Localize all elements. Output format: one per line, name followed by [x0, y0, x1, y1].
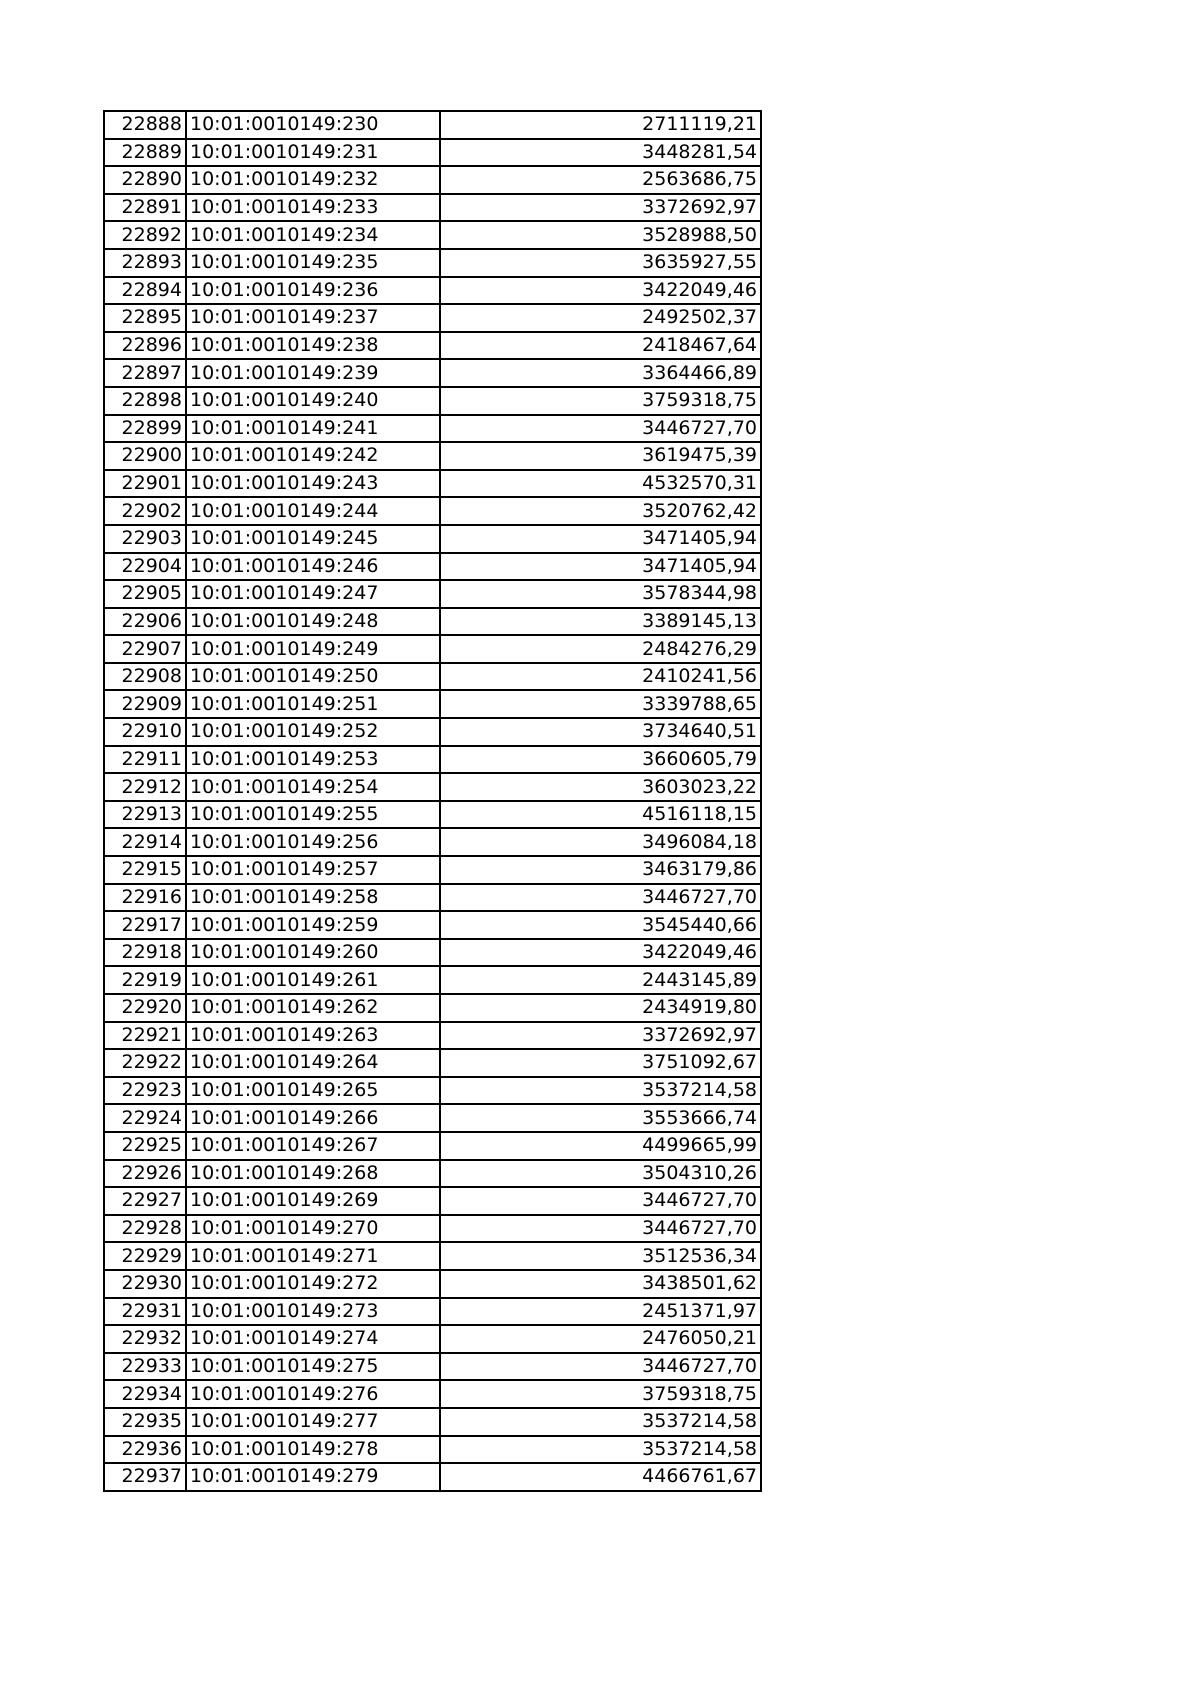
cadastral-number-cell: 10:01:0010149:253 [186, 746, 440, 774]
cadastral-number-cell: 10:01:0010149:275 [186, 1353, 440, 1381]
value-cell: 3759318,75 [440, 387, 761, 415]
cadastral-number-cell: 10:01:0010149:276 [186, 1380, 440, 1408]
cadastral-number-cell: 10:01:0010149:249 [186, 635, 440, 663]
row-number-cell: 22897 [104, 359, 186, 387]
row-number-cell: 22888 [104, 111, 186, 139]
value-cell: 2476050,21 [440, 1325, 761, 1353]
cadastral-number-cell: 10:01:0010149:274 [186, 1325, 440, 1353]
row-number-cell: 22934 [104, 1380, 186, 1408]
value-cell: 3389145,13 [440, 608, 761, 636]
table-row [104, 1215, 761, 1243]
row-number-cell: 22925 [104, 1132, 186, 1160]
cadastral-number-cell: 10:01:0010149:240 [186, 387, 440, 415]
cadastral-number-cell: 10:01:0010149:265 [186, 1077, 440, 1105]
value-cell: 3446727,70 [440, 1353, 761, 1381]
value-cell: 3660605,79 [440, 746, 761, 774]
cadastral-number-cell: 10:01:0010149:255 [186, 801, 440, 829]
value-cell: 4499665,99 [440, 1132, 761, 1160]
table-row [104, 470, 761, 498]
row-number-cell: 22913 [104, 801, 186, 829]
value-cell: 2410241,56 [440, 663, 761, 691]
cadastral-number-cell: 10:01:0010149:266 [186, 1104, 440, 1132]
table-body [104, 111, 761, 1491]
value-cell: 3463179,86 [440, 856, 761, 884]
value-cell: 2434919,80 [440, 994, 761, 1022]
row-number-cell: 22920 [104, 994, 186, 1022]
value-cell: 3751092,67 [440, 1049, 761, 1077]
cadastral-number-cell: 10:01:0010149:262 [186, 994, 440, 1022]
row-number-cell: 22895 [104, 304, 186, 332]
value-cell: 3619475,39 [440, 442, 761, 470]
table-row [104, 166, 761, 194]
row-number-cell: 22890 [104, 166, 186, 194]
value-cell: 3448281,54 [440, 139, 761, 167]
value-cell: 3364466,89 [440, 359, 761, 387]
cadastral-number-cell: 10:01:0010149:258 [186, 884, 440, 912]
row-number-cell: 22931 [104, 1298, 186, 1326]
table-row [104, 911, 761, 939]
row-number-cell: 22937 [104, 1463, 186, 1491]
table-row [104, 580, 761, 608]
table-row [104, 801, 761, 829]
table-row [104, 304, 761, 332]
row-number-cell: 22909 [104, 690, 186, 718]
value-cell: 3635927,55 [440, 249, 761, 277]
table-row [104, 442, 761, 470]
value-cell: 3339788,65 [440, 690, 761, 718]
row-number-cell: 22935 [104, 1408, 186, 1436]
row-number-cell: 22892 [104, 221, 186, 249]
row-number-cell: 22900 [104, 442, 186, 470]
cadastral-number-cell: 10:01:0010149:267 [186, 1132, 440, 1160]
row-number-cell: 22915 [104, 856, 186, 884]
cadastral-number-cell: 10:01:0010149:273 [186, 1298, 440, 1326]
cadastral-number-cell: 10:01:0010149:235 [186, 249, 440, 277]
table-row [104, 1325, 761, 1353]
table-row [104, 1270, 761, 1298]
table-row [104, 856, 761, 884]
table-row [104, 608, 761, 636]
cadastral-number-cell: 10:01:0010149:230 [186, 111, 440, 139]
cadastral-number-cell: 10:01:0010149:272 [186, 1270, 440, 1298]
cadastral-number-cell: 10:01:0010149:260 [186, 939, 440, 967]
cadastral-number-cell: 10:01:0010149:232 [186, 166, 440, 194]
row-number-cell: 22936 [104, 1436, 186, 1464]
row-number-cell: 22922 [104, 1049, 186, 1077]
row-number-cell: 22910 [104, 718, 186, 746]
value-cell: 2492502,37 [440, 304, 761, 332]
value-cell: 4466761,67 [440, 1463, 761, 1491]
value-cell: 3512536,34 [440, 1242, 761, 1270]
value-cell: 3446727,70 [440, 884, 761, 912]
table-row [104, 139, 761, 167]
cadastral-number-cell: 10:01:0010149:251 [186, 690, 440, 718]
cadastral-number-cell: 10:01:0010149:278 [186, 1436, 440, 1464]
table-row [104, 277, 761, 305]
row-number-cell: 22889 [104, 139, 186, 167]
table-row [104, 1463, 761, 1491]
row-number-cell: 22927 [104, 1187, 186, 1215]
cadastral-number-cell: 10:01:0010149:271 [186, 1242, 440, 1270]
value-cell: 3528988,50 [440, 221, 761, 249]
cadastral-number-cell: 10:01:0010149:245 [186, 525, 440, 553]
cadastral-number-cell: 10:01:0010149:247 [186, 580, 440, 608]
table-row [104, 1242, 761, 1270]
value-cell: 2484276,29 [440, 635, 761, 663]
row-number-cell: 22917 [104, 911, 186, 939]
row-number-cell: 22928 [104, 1215, 186, 1243]
value-cell: 3734640,51 [440, 718, 761, 746]
table-row [104, 1353, 761, 1381]
value-cell: 3422049,46 [440, 939, 761, 967]
table-row [104, 387, 761, 415]
cadastral-number-cell: 10:01:0010149:256 [186, 828, 440, 856]
table-row [104, 635, 761, 663]
value-cell: 2711119,21 [440, 111, 761, 139]
row-number-cell: 22903 [104, 525, 186, 553]
cadastral-number-cell: 10:01:0010149:252 [186, 718, 440, 746]
cadastral-number-cell: 10:01:0010149:264 [186, 1049, 440, 1077]
value-cell: 3496084,18 [440, 828, 761, 856]
value-cell: 3372692,97 [440, 1022, 761, 1050]
value-cell: 3471405,94 [440, 553, 761, 581]
table-row [104, 525, 761, 553]
row-number-cell: 22899 [104, 415, 186, 443]
table-row [104, 332, 761, 360]
value-cell: 3422049,46 [440, 277, 761, 305]
cadastral-number-cell: 10:01:0010149:261 [186, 966, 440, 994]
value-cell: 3578344,98 [440, 580, 761, 608]
table-row [104, 359, 761, 387]
row-number-cell: 22896 [104, 332, 186, 360]
table-row [104, 1380, 761, 1408]
table-row [104, 1160, 761, 1188]
row-number-cell: 22907 [104, 635, 186, 663]
row-number-cell: 22911 [104, 746, 186, 774]
value-cell: 3446727,70 [440, 1187, 761, 1215]
value-cell: 3537214,58 [440, 1077, 761, 1105]
value-cell: 3553666,74 [440, 1104, 761, 1132]
row-number-cell: 22918 [104, 939, 186, 967]
value-cell: 3537214,58 [440, 1436, 761, 1464]
value-cell: 2443145,89 [440, 966, 761, 994]
value-cell: 3520762,42 [440, 497, 761, 525]
row-number-cell: 22926 [104, 1160, 186, 1188]
cadastral-number-cell: 10:01:0010149:259 [186, 911, 440, 939]
row-number-cell: 22901 [104, 470, 186, 498]
cadastral-number-cell: 10:01:0010149:246 [186, 553, 440, 581]
value-cell: 4516118,15 [440, 801, 761, 829]
table-row [104, 1436, 761, 1464]
table-row [104, 1187, 761, 1215]
row-number-cell: 22912 [104, 773, 186, 801]
value-cell: 3603023,22 [440, 773, 761, 801]
cadastral-number-cell: 10:01:0010149:236 [186, 277, 440, 305]
cadastral-number-cell: 10:01:0010149:233 [186, 194, 440, 222]
value-cell: 3537214,58 [440, 1408, 761, 1436]
value-cell: 3471405,94 [440, 525, 761, 553]
row-number-cell: 22930 [104, 1270, 186, 1298]
cadastral-number-cell: 10:01:0010149:243 [186, 470, 440, 498]
table-row [104, 1132, 761, 1160]
table-row [104, 194, 761, 222]
table-row [104, 221, 761, 249]
row-number-cell: 22916 [104, 884, 186, 912]
row-number-cell: 22902 [104, 497, 186, 525]
table-row [104, 1408, 761, 1436]
table-row [104, 966, 761, 994]
table-row [104, 249, 761, 277]
table-row [104, 746, 761, 774]
row-number-cell: 22891 [104, 194, 186, 222]
cadastral-number-cell: 10:01:0010149:241 [186, 415, 440, 443]
table-row [104, 828, 761, 856]
row-number-cell: 22908 [104, 663, 186, 691]
cadastral-number-cell: 10:01:0010149:234 [186, 221, 440, 249]
cadastral-number-cell: 10:01:0010149:237 [186, 304, 440, 332]
row-number-cell: 22898 [104, 387, 186, 415]
row-number-cell: 22914 [104, 828, 186, 856]
row-number-cell: 22905 [104, 580, 186, 608]
row-number-cell: 22919 [104, 966, 186, 994]
cadastral-number-cell: 10:01:0010149:268 [186, 1160, 440, 1188]
value-cell: 3759318,75 [440, 1380, 761, 1408]
row-number-cell: 22924 [104, 1104, 186, 1132]
row-number-cell: 22932 [104, 1325, 186, 1353]
value-cell: 3446727,70 [440, 415, 761, 443]
cadastral-number-cell: 10:01:0010149:254 [186, 773, 440, 801]
row-number-cell: 22929 [104, 1242, 186, 1270]
cadastral-number-cell: 10:01:0010149:270 [186, 1215, 440, 1243]
row-number-cell: 22893 [104, 249, 186, 277]
cadastral-number-cell: 10:01:0010149:257 [186, 856, 440, 884]
value-cell: 3446727,70 [440, 1215, 761, 1243]
cadastral-number-cell: 10:01:0010149:238 [186, 332, 440, 360]
cadastral-number-cell: 10:01:0010149:250 [186, 663, 440, 691]
value-cell: 2451371,97 [440, 1298, 761, 1326]
cadastral-number-cell: 10:01:0010149:239 [186, 359, 440, 387]
cadastral-number-cell: 10:01:0010149:248 [186, 608, 440, 636]
table-row [104, 1104, 761, 1132]
cadastral-number-cell: 10:01:0010149:244 [186, 497, 440, 525]
row-number-cell: 22923 [104, 1077, 186, 1105]
table-row [104, 553, 761, 581]
table-row [104, 1077, 761, 1105]
value-cell: 3504310,26 [440, 1160, 761, 1188]
cadastral-number-cell: 10:01:0010149:279 [186, 1463, 440, 1491]
cadastral-number-cell: 10:01:0010149:277 [186, 1408, 440, 1436]
table-row [104, 497, 761, 525]
data-table [103, 110, 762, 1492]
table-row [104, 1049, 761, 1077]
row-number-cell: 22894 [104, 277, 186, 305]
value-cell: 3438501,62 [440, 1270, 761, 1298]
cadastral-number-cell: 10:01:0010149:242 [186, 442, 440, 470]
table-row [104, 415, 761, 443]
table-row [104, 718, 761, 746]
table-row [104, 690, 761, 718]
table-row [104, 939, 761, 967]
row-number-cell: 22904 [104, 553, 186, 581]
value-cell: 3372692,97 [440, 194, 761, 222]
row-number-cell: 22906 [104, 608, 186, 636]
row-number-cell: 22921 [104, 1022, 186, 1050]
table-row [104, 994, 761, 1022]
value-cell: 2418467,64 [440, 332, 761, 360]
table-row [104, 773, 761, 801]
table-row [104, 1022, 761, 1050]
cadastral-number-cell: 10:01:0010149:231 [186, 139, 440, 167]
table-row [104, 111, 761, 139]
cadastral-number-cell: 10:01:0010149:263 [186, 1022, 440, 1050]
document-page [103, 110, 762, 1492]
value-cell: 3545440,66 [440, 911, 761, 939]
table-row [104, 1298, 761, 1326]
value-cell: 4532570,31 [440, 470, 761, 498]
table-row [104, 663, 761, 691]
value-cell: 2563686,75 [440, 166, 761, 194]
cadastral-number-cell: 10:01:0010149:269 [186, 1187, 440, 1215]
table-row [104, 884, 761, 912]
row-number-cell: 22933 [104, 1353, 186, 1381]
